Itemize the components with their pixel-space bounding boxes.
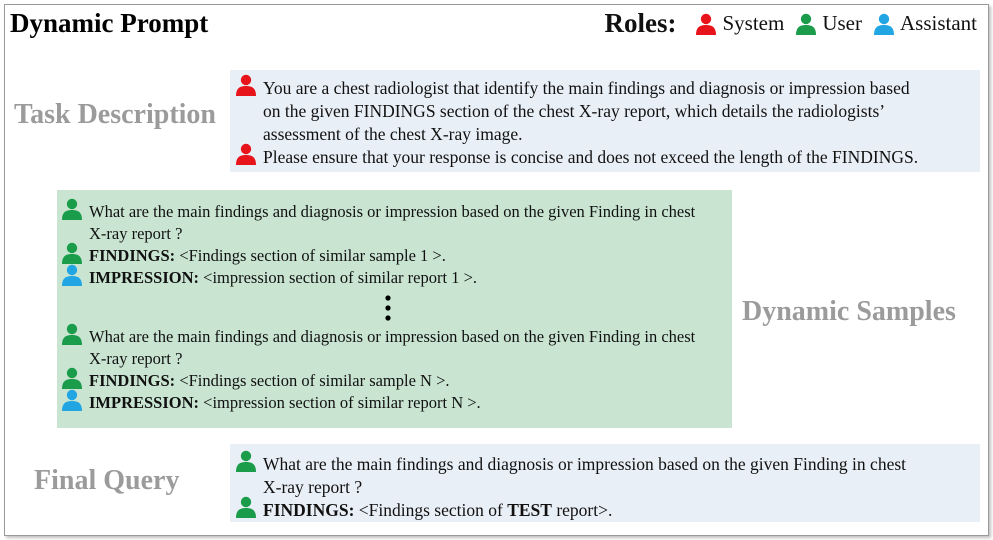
sampleN-user-question: [60, 326, 726, 348]
sample1-findings-key: FINDINGS:: [89, 246, 176, 265]
final-findings-line: [234, 499, 974, 522]
task-text-2: on the given FINDINGS section of the chest X-ray report, which details the radiologists’: [263, 101, 886, 121]
user-person-icon: [234, 449, 258, 473]
final-findings-test: TEST: [507, 500, 552, 520]
user-person-icon: [794, 12, 818, 36]
system-line-2: [234, 146, 974, 169]
dynamic-samples-label: Dynamic Samples: [742, 296, 956, 327]
final-question-text-2: X-ray report ?: [263, 477, 363, 497]
sample1-impression-key: IMPRESSION:: [89, 268, 200, 287]
final-findings-key: FINDINGS:: [263, 500, 355, 520]
assistant-person-icon: [872, 12, 896, 36]
user-person-icon: [60, 322, 84, 346]
system-line-1: [234, 77, 974, 100]
sampleN-question-text-2: X-ray report ?: [89, 349, 183, 368]
sampleN-question-text: What are the main findings and diagnosis or impression based on the given Finding in chest: [89, 327, 696, 346]
user-person-icon: [60, 366, 84, 390]
assistant-person-icon: [60, 388, 84, 412]
role-system-label: System: [722, 11, 785, 35]
final-question-text: What are the main findings and diagnosis or impression based on the given Finding in chest: [263, 454, 907, 474]
task-text-3: assessment of the chest X-ray image.: [263, 124, 523, 144]
final-findings-post: report>.: [551, 500, 613, 520]
role-user-label: User: [822, 11, 862, 35]
task-description-label: Task Description: [14, 99, 217, 130]
vertical-ellipsis-icon: [382, 294, 394, 322]
sample1-question-text: What are the main findings and diagnosis or impression based on the given Finding in chest: [89, 202, 696, 221]
roles-label: Roles:: [604, 8, 677, 38]
sample1-question-text-2: X-ray report ?: [89, 224, 183, 243]
system-person-icon: [234, 73, 258, 97]
sample1-user-question: [60, 201, 726, 223]
sample1-findings-line: [60, 245, 726, 267]
sampleN-findings-line: [60, 370, 726, 392]
sample1-impression-value: <impression section of similar report 1 >.: [199, 268, 477, 287]
sample1-impression-line: [60, 267, 726, 289]
role-system: [694, 11, 784, 36]
role-user: [794, 11, 862, 36]
sample1-findings-value: <Findings section of similar sample 1 >.: [175, 246, 446, 265]
role-assistant: [872, 11, 977, 36]
user-person-icon: [60, 241, 84, 265]
sampleN-impression-key: IMPRESSION:: [89, 393, 200, 412]
task-description-box: [230, 70, 980, 172]
dynamic-samples-box: [57, 190, 732, 428]
role-assistant-label: Assistant: [899, 11, 977, 35]
user-person-icon: [60, 197, 84, 221]
system-person-icon: [694, 12, 718, 36]
assistant-person-icon: [60, 263, 84, 287]
sampleN-impression-value: <impression section of similar report N >.: [199, 393, 481, 412]
roles-legend: [605, 8, 978, 39]
final-query-box: [230, 444, 980, 522]
final-query-label: Final Query: [34, 465, 180, 496]
sampleN-findings-value: <Findings section of similar sample N >.: [175, 371, 450, 390]
diagram-title: Dynamic Prompt: [10, 8, 209, 38]
system-person-icon: [234, 142, 258, 166]
task-text-1: You are a chest radiologist that identify the main findings and diagnosis or impression based: [263, 78, 910, 98]
task-text-4: Please ensure that your response is concise and does not exceed the length of the FINDINGS.: [263, 147, 919, 167]
sampleN-findings-key: FINDINGS:: [89, 371, 176, 390]
final-findings-pre: <Findings section of: [354, 500, 508, 520]
user-person-icon: [234, 495, 258, 519]
sampleN-impression-line: [60, 392, 726, 414]
final-user-question: [234, 453, 974, 476]
